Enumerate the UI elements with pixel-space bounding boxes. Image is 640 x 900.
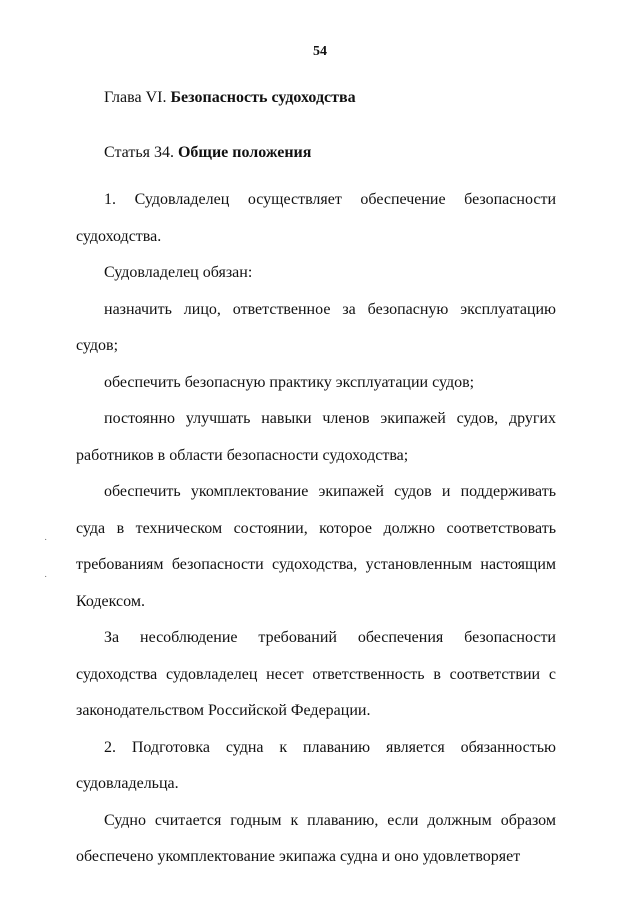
- paragraph-1: 1. Судовладелец осуществляет обеспечение безопасности судоходства.: [76, 191, 556, 245]
- paragraph-7: За несоблюдение требований обеспечения безопасности судоходства судовладелец несет ответственность в соответствии с законодательством Российской Федерации.: [76, 629, 556, 719]
- article-heading: [104, 144, 311, 162]
- paragraph-9: Судно считается годным к плаванию, если должным образом обеспечено укомплектование экипажа судна и оно удовлетворяет: [76, 811, 556, 865]
- page-number: 54: [313, 44, 327, 59]
- paragraph-3: назначить лицо, ответственное за безопасную эксплуатацию судов;: [76, 300, 556, 354]
- paragraph-8: 2. Подготовка судна к плаванию является обязанностью судовладельца.: [76, 738, 556, 792]
- chapter-prefix: Глава VI.: [104, 89, 167, 106]
- margin-mark: ˙: [44, 575, 48, 586]
- chapter-heading: [104, 89, 356, 107]
- paragraph-6: обеспечить укомплектование экипажей судов и поддерживать суда в техническом состоянии, которое должно соответствовать требованиям безопасности судоходства, установленным настоящим Кодексом.: [76, 483, 556, 610]
- paragraph-5: постоянно улучшать навыки членов экипажей судов, других работников в области безопасности судоходства;: [76, 410, 556, 464]
- article-title: Общие положения: [177, 144, 312, 161]
- chapter-title: Безопасность судоходства: [170, 89, 356, 106]
- paragraph-4: обеспечить безопасную практику эксплуатации судов;: [104, 373, 475, 391]
- article-prefix: Статья 34.: [104, 144, 174, 161]
- margin-mark: ˙: [44, 538, 48, 549]
- paragraph-2: Судовладелец обязан:: [104, 264, 253, 281]
- article-body: [76, 182, 556, 876]
